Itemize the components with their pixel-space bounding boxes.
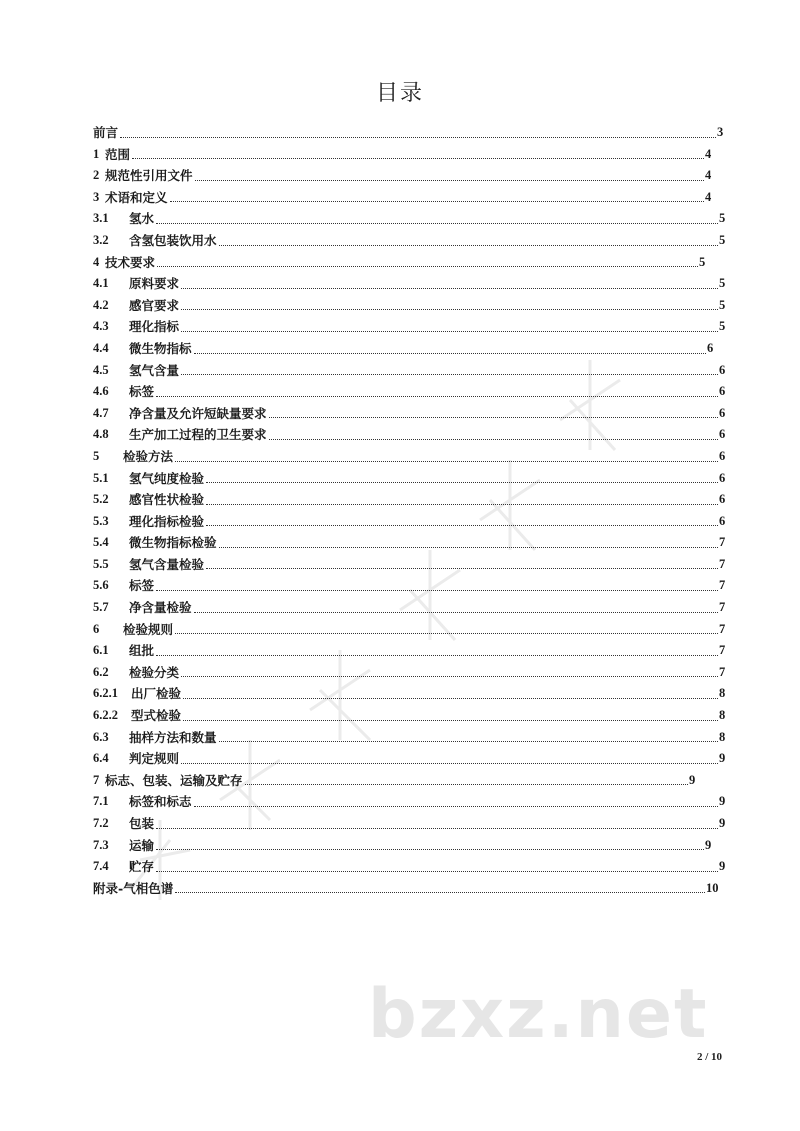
toc-entry-title: 感官性状检验: [129, 492, 205, 508]
toc-entry[interactable]: [93, 532, 733, 554]
toc-leader-dots: [181, 295, 718, 317]
toc-entry[interactable]: [93, 489, 733, 511]
toc-leader-dots: [183, 705, 718, 727]
toc-entry[interactable]: [93, 835, 733, 857]
toc-entry-title: 型式检验: [131, 708, 182, 724]
toc-entry[interactable]: [93, 554, 733, 576]
toc-leader-dots: [206, 489, 718, 511]
toc-entry-number: 6.2.1: [93, 686, 118, 701]
toc-leader-dots: [170, 187, 704, 209]
toc-entry-number: 7.1: [93, 794, 109, 809]
toc-entry-number: 5.3: [93, 513, 109, 528]
toc-entry-title: 感官要求: [129, 297, 180, 313]
toc-leader-dots: [156, 208, 718, 230]
toc-entry[interactable]: [93, 295, 733, 317]
toc-entry-page: 6: [707, 340, 714, 355]
toc-entry[interactable]: [93, 791, 733, 813]
toc-entry-title: 前言: [93, 125, 119, 140]
toc-entry-page: 7: [719, 643, 726, 658]
toc-entry-title: 出厂检验: [131, 686, 182, 702]
toc-entry-title: 氢气含量检验: [129, 556, 205, 572]
toc-entry-number: 6.4: [93, 751, 109, 766]
toc-entry[interactable]: [93, 208, 733, 230]
toc-entry-page: 9: [719, 794, 726, 809]
toc-entry-page: 4: [705, 168, 712, 183]
toc-entry[interactable]: [93, 511, 733, 533]
toc-leader-dots: [175, 619, 718, 641]
toc-leader-dots: [269, 403, 718, 425]
toc-entry-page: 5: [719, 276, 726, 291]
toc-leader-dots: [175, 446, 718, 468]
toc-entry-page: 6: [719, 362, 726, 377]
toc-entry-title: 标签: [129, 578, 155, 594]
toc-entry-number: 7.2: [93, 816, 109, 830]
toc-entry-number: 4.7: [93, 405, 109, 420]
toc-leader-dots: [156, 575, 718, 597]
toc-entry-number: 3.2: [93, 232, 109, 247]
toc-entry-page: 4: [705, 146, 712, 161]
toc-entry-number: 4.2: [93, 297, 109, 312]
toc-entry[interactable]: [93, 705, 733, 727]
toc-entry-number: 3.1: [93, 211, 109, 226]
toc-leader-dots: [183, 683, 718, 705]
toc-entry-title: 标志、包装、运输及贮存: [105, 772, 243, 788]
page-title: 目录: [375, 81, 424, 106]
toc-entry-page: 7: [719, 621, 726, 636]
toc-leader-dots: [194, 597, 718, 619]
toc-entry[interactable]: [93, 381, 733, 403]
toc-entry-page: 10: [706, 880, 719, 895]
toc-entry-number: 6: [93, 621, 100, 636]
toc-leader-dots: [219, 727, 718, 749]
toc-entry-number: 5.7: [93, 600, 109, 615]
toc-leader-dots: [181, 748, 718, 770]
toc-entry-title: 氢气含量: [129, 362, 180, 378]
toc-entry-title: 检验规则: [123, 621, 174, 637]
toc-entry-title: 理化指标检验: [129, 513, 205, 529]
toc-leader-dots: [181, 273, 718, 295]
toc-entry-title: 净含量检验: [129, 600, 192, 616]
toc-entry-title: 包装: [129, 816, 155, 831]
toc-leader-dots: [194, 791, 718, 813]
toc-entry[interactable]: [93, 424, 733, 446]
toc-leader-dots: [206, 554, 718, 576]
toc-entry-number: 5.6: [93, 578, 109, 593]
toc-leader-dots: [181, 360, 718, 382]
toc-entry-number: 3: [93, 189, 100, 204]
toc-entry-page: 6: [719, 405, 726, 420]
toc-entry-page: 6: [719, 384, 726, 399]
toc-entry[interactable]: [93, 144, 733, 166]
toc-entry-page: 7: [719, 664, 726, 679]
toc-entry[interactable]: [93, 316, 733, 338]
toc-leader-dots: [181, 316, 718, 338]
toc-entry[interactable]: [93, 187, 733, 209]
toc-entry-page: 5: [719, 319, 726, 334]
toc-leader-dots: [156, 856, 718, 878]
toc-entry-page: 7: [719, 578, 726, 593]
toc-entry[interactable]: [93, 662, 733, 684]
toc-entry[interactable]: [93, 770, 733, 792]
toc-entry-number: 7.4: [93, 859, 109, 874]
toc-entry-page: 5: [719, 232, 726, 247]
toc-entry-title: 生产加工过程的卫生要求: [129, 427, 267, 443]
toc-leader-dots: [156, 640, 718, 662]
toc-entry-title: 标签和标志: [129, 794, 192, 810]
toc-entry[interactable]: [93, 338, 733, 360]
toc-entry[interactable]: [93, 165, 733, 187]
toc-entry-title: 微生物指标检验: [129, 535, 217, 551]
toc-entry-title: 氢气纯度检验: [129, 470, 205, 486]
toc-leader-dots: [156, 813, 718, 835]
toc-entry-page: 5: [719, 211, 726, 226]
toc-entry-title: 理化指标: [129, 319, 180, 335]
toc-entry-page: 9: [705, 837, 712, 852]
toc-entry[interactable]: [93, 230, 733, 252]
toc-entry-page: 9: [719, 751, 726, 766]
toc-entry-title: 微生物指标: [129, 340, 192, 356]
toc-entry-page: 9: [689, 772, 696, 787]
toc-entry-page: 6: [719, 492, 726, 507]
toc-entry-page: 6: [719, 427, 726, 442]
toc-entry-number: 4.5: [93, 362, 109, 377]
toc-entry-title: 氢水: [129, 211, 155, 227]
toc-leader-dots: [269, 424, 718, 446]
toc-entry-title: 规范性引用文件: [105, 168, 193, 184]
toc-leader-dots: [181, 662, 718, 684]
toc-leader-dots: [206, 468, 718, 490]
toc-entry-page: 6: [719, 513, 726, 528]
toc-entry-title: 技术要求: [105, 254, 156, 270]
toc-leader-dots: [206, 511, 718, 533]
toc-leader-dots: [219, 230, 718, 252]
toc-leader-dots: [156, 835, 704, 857]
toc-entry[interactable]: [93, 640, 733, 662]
toc-entry-title: 组批: [129, 643, 155, 659]
toc-entry-page: 5: [699, 254, 706, 269]
toc-entry-page: 5: [719, 297, 726, 312]
toc-leader-dots: [195, 165, 704, 187]
toc-entry[interactable]: [93, 597, 733, 619]
toc-entry-number: 4.6: [93, 384, 109, 399]
toc-entry-number: 4: [93, 254, 100, 269]
toc-entry-page: 7: [719, 556, 726, 571]
toc-entry-page: 9: [719, 816, 726, 830]
toc-entry-title: 原料要求: [129, 276, 180, 292]
toc-entry-page: 7: [719, 535, 726, 550]
toc-entry-number: 6.3: [93, 729, 109, 744]
toc-entry-page: 4: [705, 189, 712, 204]
toc-entry-title: 判定规则: [129, 751, 180, 767]
page-number: 2 / 10: [696, 1051, 722, 1063]
toc-entry[interactable]: [93, 446, 733, 468]
toc-entry-number: 7: [93, 772, 100, 787]
toc-entry-number: 4.8: [93, 427, 109, 442]
site-watermark: bzxz.net: [368, 975, 709, 1054]
toc-entry-number: 1: [93, 146, 100, 161]
toc-entry-number: 4.3: [93, 319, 109, 334]
toc-leader-dots: [175, 878, 705, 900]
toc-entry[interactable]: [93, 748, 733, 770]
toc-entry-title: 贮存: [129, 859, 155, 875]
toc-entry-title: 净含量及允许短缺量要求: [129, 405, 267, 421]
toc-entry-number: 4.4: [93, 340, 109, 355]
toc-entry-title: 检验方法: [123, 448, 174, 464]
toc-entry-title: 标签: [129, 384, 155, 400]
toc-leader-dots: [194, 338, 706, 360]
toc-entry-title: 抽样方法和数量: [129, 729, 217, 745]
toc-entry-number: 2: [93, 168, 100, 183]
toc-entry[interactable]: [93, 360, 733, 382]
toc-entry[interactable]: [93, 252, 733, 274]
toc-entry[interactable]: [93, 813, 733, 835]
toc-entry-number: 4.1: [93, 276, 109, 291]
toc-entry-number: 5.1: [93, 470, 109, 485]
toc-entry-page: 7: [719, 600, 726, 615]
toc-entry[interactable]: [93, 403, 733, 425]
toc-entry-number: 6.1: [93, 643, 109, 658]
toc-entry-number: 6.2: [93, 664, 109, 679]
toc-entry-number: 6.2.2: [93, 708, 118, 723]
toc-entry-title: 术语和定义: [105, 189, 168, 205]
toc-entry-title: 范围: [105, 146, 131, 162]
toc-entry-number: 5.4: [93, 535, 109, 550]
toc-entry-title: 运输: [129, 837, 155, 853]
toc-entry[interactable]: [93, 468, 733, 490]
toc-entry-page: 9: [719, 859, 726, 874]
toc-leader-dots: [219, 532, 718, 554]
toc-entry-number: 5: [93, 448, 100, 463]
toc-entry[interactable]: [93, 727, 733, 749]
toc-entry-page: 6: [719, 470, 726, 485]
toc-entry-page: 8: [719, 729, 726, 744]
toc-entry-number: 5.2: [93, 492, 109, 507]
toc-entry[interactable]: [93, 273, 733, 295]
toc-entry[interactable]: [93, 878, 733, 900]
table-of-contents: [93, 122, 733, 899]
toc-entry-title: 检验分类: [129, 664, 180, 680]
toc-entry[interactable]: [93, 856, 733, 878]
toc-entry-page: 3: [717, 125, 724, 139]
toc-entry[interactable]: [93, 619, 733, 641]
toc-entry-page: 8: [719, 708, 726, 723]
toc-entry[interactable]: [93, 122, 733, 144]
toc-entry-page: 6: [719, 448, 726, 463]
toc-leader-dots: [132, 144, 704, 166]
toc-entry[interactable]: [93, 575, 733, 597]
toc-leader-dots: [245, 770, 688, 792]
toc-leader-dots: [157, 252, 698, 274]
toc-entry-title: 含氢包装饮用水: [129, 232, 217, 248]
toc-leader-dots: [156, 381, 718, 403]
toc-entry-page: 8: [719, 686, 726, 701]
toc-leader-dots: [120, 122, 716, 144]
toc-entry[interactable]: [93, 683, 733, 705]
toc-entry-title: 附录-气相色谱: [93, 880, 174, 896]
toc-entry-number: 5.5: [93, 556, 109, 571]
toc-entry-number: 7.3: [93, 837, 109, 852]
